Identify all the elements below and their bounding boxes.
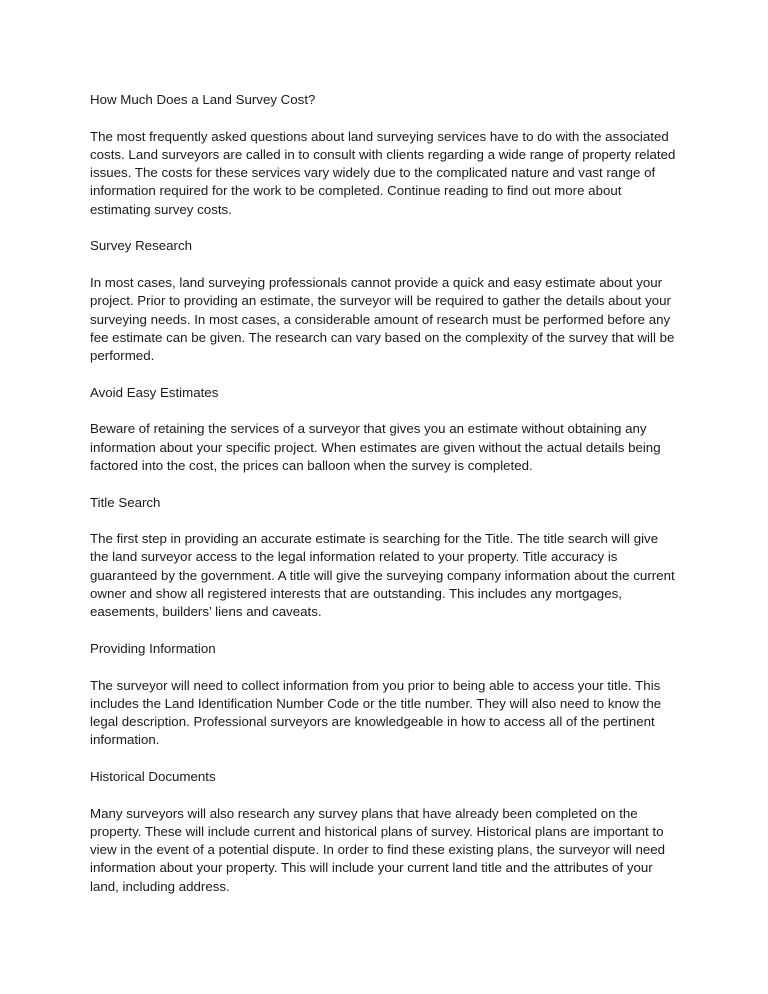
- section-body-title-search: The first step in providing an accurate estimate is searching for the Title. The title search will give the land surveyor access to the legal information related to your property. Title accuracy is guaranteed by the government. A title will give the surveying company information about the current owner and show all registered interests that are outstanding. This includes any mortgages, easements, builders’ liens and caveats.: [90, 531, 675, 620]
- section-body-historical-documents: Many surveyors will also research any survey plans that have already been completed on the property. These will include current and historical plans of survey. Historical plans are important to view in the event of a potential dispute. In order to find these existing plans, the surveyor will need information about your property. This will include your current land title and the attributes of your land, including address.: [90, 805, 666, 894]
- section-body-avoid-easy-estimates: Beware of retaining the services of a surveyor that gives you an estimate without obtaining any information about your specific project. When estimates are given without the actual details being factored into the cost, the prices can balloon when the survey is completed.: [90, 421, 661, 473]
- document-title: How Much Does a Land Survey Cost?: [90, 92, 316, 107]
- document-page: [90, 91, 680, 914]
- section-heading-avoid-easy-estimates: Avoid Easy Estimates: [90, 384, 219, 400]
- section-heading-historical-documents: Historical Documents: [90, 768, 216, 784]
- section-heading-survey-research: Survey Research: [90, 238, 192, 254]
- section-heading-title-search: Title Search: [90, 494, 161, 510]
- section-body-providing-information: The surveyor will need to collect information from you prior to being able to access your title. This includes the Land Identification Number Code or the title number. They will also need to know the legal description. Professional surveyors are knowledgeable in how to access all of the pertinent information.: [90, 677, 662, 748]
- section-heading-providing-information: Providing Information: [90, 640, 216, 656]
- section-body-survey-research: In most cases, land surveying professionals cannot provide a quick and easy estimate about your project. Prior to providing an estimate, the surveyor will be required to gather the details about your surveying needs. In most cases, a considerable amount of research must be performed before any fee estimate can be given. The research can vary based on the complexity of the survey that will be performed.: [90, 274, 675, 364]
- intro-paragraph: The most frequently asked questions about land surveying services have to do with the associated costs. Land surveyors are called in to consult with clients regarding a wide range of property related issues. The costs for these services vary widely due to the complicated nature and vast range of information required for the work to be completed. Continue reading to find out more about estimating survey costs.: [90, 128, 676, 217]
